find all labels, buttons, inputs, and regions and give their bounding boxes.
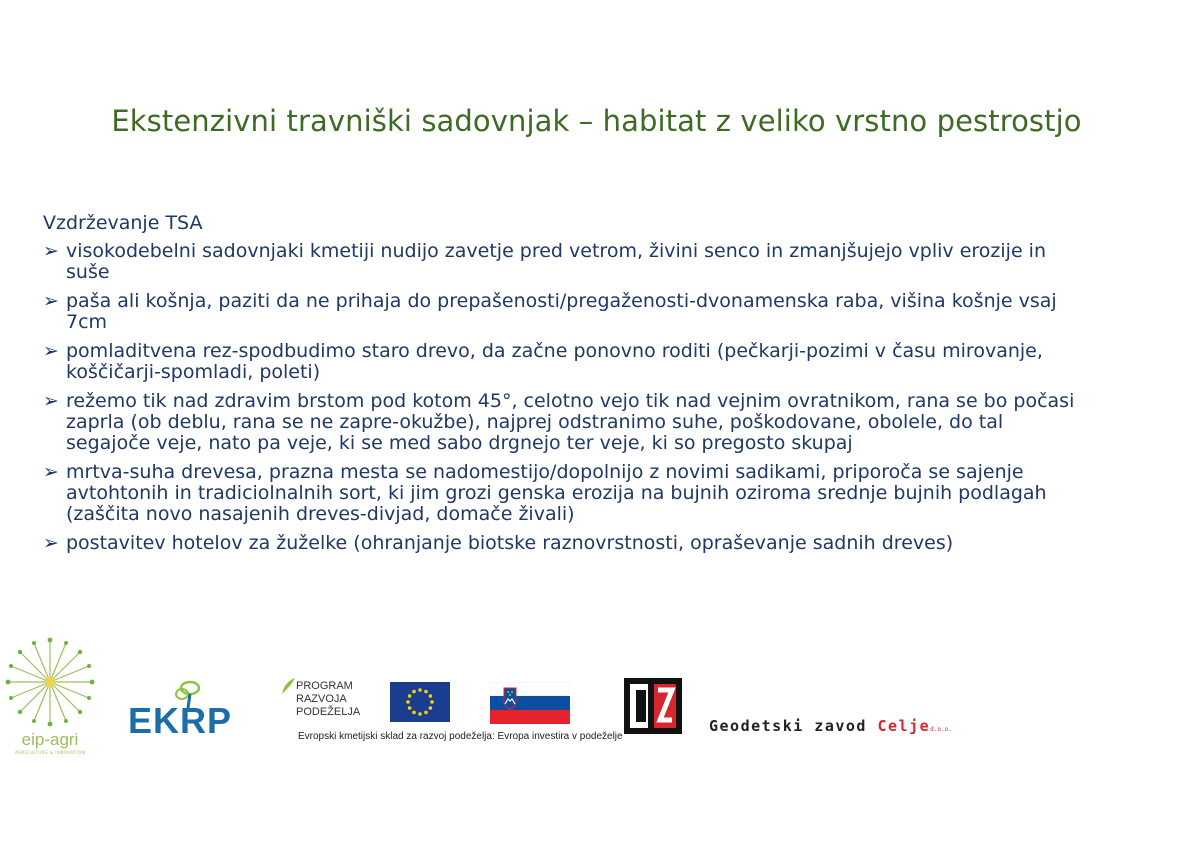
prp-line-2: RAZVOJA bbox=[296, 693, 347, 705]
arrow-bullet-icon: ➢ bbox=[43, 340, 59, 362]
list-item: ➢ paša ali košnja, paziti da ne prihaja do prepašenosti/pregaženosti-dvonamenska raba, višina košnje vsaj 7cm bbox=[43, 290, 1057, 333]
list-item: ➢ režemo tik nad zdravim brstom pod kotom 45°, celotno vejo tik nad vejnim ovratnikom, rana se bo počasi zaprla (ob deblu, rana se ne zapre-okužbe), najprej odstranimo suhe, poškodovane, obolele, do tal segajoče veje, nato pa veje, ki se med sabo drgnejo ter veje, ki so pregosto skupaj bbox=[43, 390, 1075, 454]
arrow-bullet-icon: ➢ bbox=[43, 390, 59, 412]
list-item: ➢ visokodebelni sadovnjaki kmetiji nudijo zavetje pred vetrom, živini senco in zmanjšujejo vpliv erozije in suše bbox=[43, 240, 1046, 283]
list-item: ➢ pomladitvena rez-spodbudimo staro drevo, da začne ponovno roditi (pečkarji-pozimi v času mirovanje, koščičarji-spomladi, poleti) bbox=[43, 340, 1043, 383]
arrow-bullet-icon: ➢ bbox=[43, 290, 59, 312]
bullet-list bbox=[43, 241, 1083, 554]
prp-line-3: PODEŽELJA bbox=[296, 706, 361, 718]
prp-logo bbox=[280, 676, 380, 732]
arrow-bullet-icon: ➢ bbox=[43, 532, 59, 554]
eip-agri-logo bbox=[4, 634, 96, 760]
gz-logo-icon bbox=[624, 678, 682, 734]
eip-agri-wordmark: eip-agri bbox=[21, 730, 79, 749]
list-item: ➢ postavitev hotelov za žuželke (ohranjanje biotske raznovrstnosti, opraševanje sadnih dreves) bbox=[43, 532, 954, 554]
slide-title: Ekstenzivni travniški sadovnjak – habitat z veliko vrstno pestrostjo bbox=[111, 104, 1082, 138]
arrow-bullet-icon: ➢ bbox=[43, 461, 59, 483]
gz-company-name: Geodetski zavod Celjed.o.o. bbox=[709, 717, 952, 735]
logo-strip bbox=[0, 630, 1193, 770]
eip-burst-icon bbox=[4, 634, 96, 730]
prp-line-1: PROGRAM bbox=[296, 680, 353, 692]
list-item: ➢ mrtva-suha drevesa, prazna mesta se nadomestijo/dopolnijo z novimi sadikami, priporoča se sajenje avtohtonih in tradiciolnalnih sort, ki jim grozi genska erozija na bujnih oziroma srednje bujnih podlagah (zaščita novo nasajenih dreves-divjad, domače živali) bbox=[43, 461, 1047, 525]
ekrp-logo bbox=[128, 678, 252, 742]
content-area bbox=[43, 212, 1083, 562]
eu-funding-caption: Evropski kmetijski sklad za razvoj podeželja: Evropa investira v podeželje bbox=[298, 731, 623, 742]
slovenia-flag-icon bbox=[490, 682, 570, 724]
eu-flag-icon bbox=[390, 682, 450, 722]
eip-agri-tagline: AGRICULTURE & INNOVATION bbox=[14, 750, 86, 755]
section-heading: Vzdrževanje TSA bbox=[43, 212, 203, 234]
ekrp-wordmark: EKRP bbox=[128, 700, 233, 741]
leaf-icon bbox=[280, 676, 296, 696]
arrow-bullet-icon: ➢ bbox=[43, 240, 59, 262]
